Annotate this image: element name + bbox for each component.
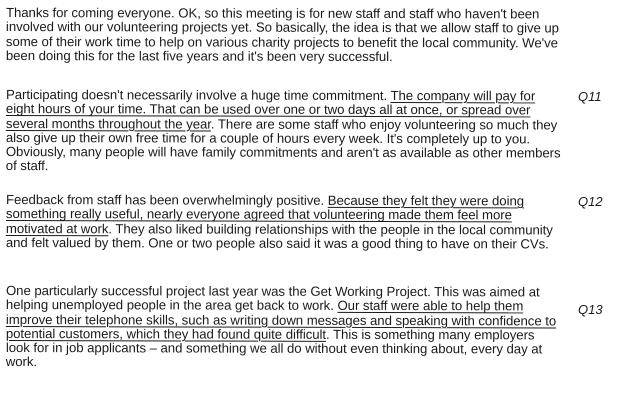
underlined-answer-q11: The company will pay for eight hours of your time. That can be used over one or two days all at once, or spread over several months throughout the year	[5, 88, 536, 132]
underlined-answer-q13: Our staff were able to help them improve their telephone skills, such as writing down messages and speaking with confidence to potential customers, which they had found quite difficult	[5, 298, 557, 342]
paragraph-time-commitment-text-1: Participating doesn't necessarily involve a huge time commitment.	[5, 87, 391, 104]
paragraph-project	[6, 284, 562, 371]
paragraph-feedback-text-2: . They also liked building relationships with the people in the local community and felt valued by them. One or two people also said it was a good thing to have on their CVs.	[5, 220, 553, 252]
question-label-q11: Q11	[578, 89, 602, 104]
paragraph-project-text-2: . This is something many employers look for in job applicants – and something we all do without even thinking about, every day at work.	[5, 326, 543, 370]
paragraph-time-commitment-text-2: . There are some staff who enjoy volunteering so much they also give up their own free time for a couple of hours every week. It's completely up to you. Obviously, many people will have family commitments and aren't as available as other members of staff.	[5, 116, 561, 174]
paragraph-time-commitment	[6, 88, 566, 175]
paragraph-intro	[6, 6, 590, 65]
paragraph-intro-text: Thanks for coming everyone. OK, so this meeting is for new staff and staff who haven't been involved with our volunteering projects yet. So basically, the idea is that we allow staff to give up some of their work time to help on various charity projects to benefit the local community. We've been doing this for the last five years and it's been very successful.	[5, 5, 560, 64]
paragraph-project-text-1: One particularly successful project last year was the Get Working Project. This was aimed at helping unemployed people in the area get back to work.	[5, 283, 540, 314]
underlined-answer-q12: Because they felt they were doing something really useful, nearly everyone agreed that volunteering made them feel more motivated at work	[5, 192, 525, 236]
paragraph-feedback	[6, 193, 564, 252]
question-label-q12: Q12	[578, 194, 603, 209]
paragraph-feedback-text-1: Feedback from staff has been overwhelmingly positive.	[5, 192, 328, 208]
question-label-q13: Q13	[578, 302, 603, 317]
